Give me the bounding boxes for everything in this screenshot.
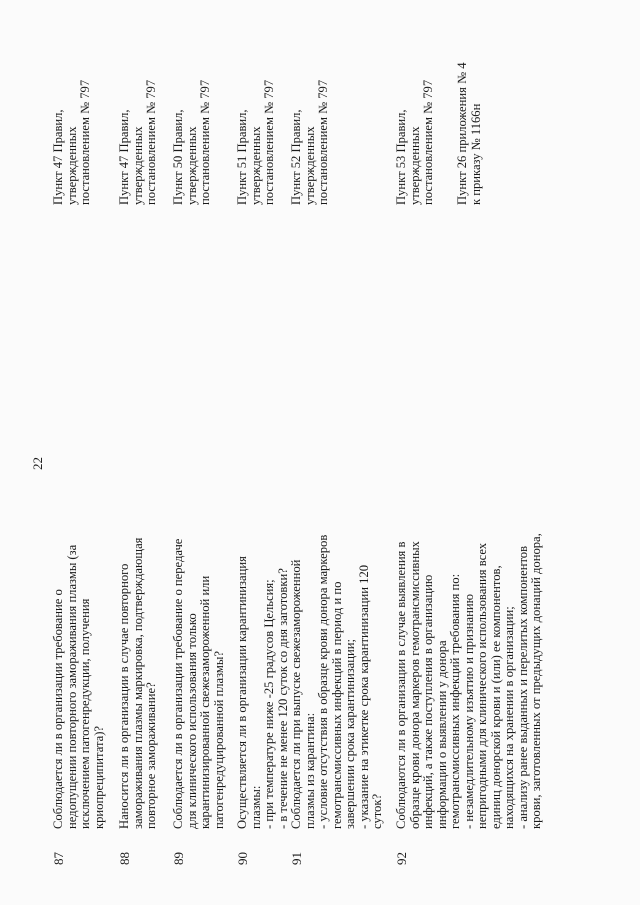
requirement-text: [118, 394, 159, 829]
text-line: Пункт 52 Правил,: [289, 109, 303, 205]
text-line: утвержденных: [184, 126, 199, 205]
text-line: инфекций, а также поступления в организацию: [421, 574, 435, 829]
text-line: постановлением № 797: [421, 79, 435, 205]
text-line: утвержденных: [407, 126, 422, 205]
text-line: - незамедлительному изъятию и признанию: [461, 593, 476, 829]
text-line: - указание на этикетке срока карантинизации 120: [356, 564, 371, 829]
text-line: недопущении повторного замораживания плазмы (за: [64, 544, 79, 829]
text-line: Пункт 47 Правил,: [51, 109, 65, 205]
text-line: Пункт 53 Правил,: [394, 109, 408, 205]
row-number: 88: [117, 852, 132, 865]
text-line: Соблюдается ли в организации требование о передаче: [171, 538, 185, 829]
text-line: завершении срока карантинизации;: [343, 639, 357, 829]
legal-reference: [236, 35, 277, 205]
text-line: утвержденных: [248, 126, 263, 205]
text-line: замораживания плазмы маркировка, подтверждающая: [130, 537, 145, 829]
text-line: Пункт 26 приложения № 4: [455, 62, 469, 205]
legal-reference: [172, 35, 213, 205]
requirement-text: [236, 394, 290, 829]
text-line: плазмы из карантина:: [302, 712, 317, 829]
text-line: утвержденных: [302, 126, 317, 205]
legal-reference: [290, 35, 331, 205]
text-line: Соблюдаются ли в организации в случае выявления в: [394, 541, 408, 829]
text-line: единиц донорской крови и (или) ее компонентов,: [488, 565, 503, 829]
requirement-text: [395, 394, 544, 829]
legal-reference: [395, 35, 436, 205]
text-line: образце крови донора маркеров гемотрансмиссивных: [407, 541, 422, 829]
row-number: 92: [394, 852, 409, 865]
text-line: постановлением № 797: [262, 79, 276, 205]
text-line: постановлением № 797: [144, 79, 158, 205]
text-line: плазмы:: [248, 785, 263, 829]
text-line: - анализу ранее выданных и перелитых компонентов: [515, 545, 530, 829]
text-line: суток?: [370, 793, 384, 829]
legal-reference: [118, 35, 159, 205]
text-line: утвержденных: [64, 126, 79, 205]
text-line: криопреципитата)?: [91, 726, 106, 829]
text-line: к приказу № 1166н: [468, 103, 483, 205]
text-line: карантинизированной свежезамороженной или: [198, 575, 212, 829]
text-line: утвержденных: [130, 126, 145, 205]
text-line: крови, заготовленных от предыдущих донаций донора,: [529, 533, 543, 829]
text-line: Пункт 50 Правил,: [171, 109, 185, 205]
text-line: информации о выявлении у донора: [434, 640, 449, 829]
text-line: непригодными для клинического использования всех: [475, 542, 489, 829]
text-line: Наносится ли в организации в случае повторного: [117, 563, 131, 829]
text-line: исключением патогенредукции, получения: [78, 598, 92, 829]
text-line: для клинического использования только: [184, 613, 199, 829]
text-line: гемотрансмиссивных инфекций в период и по: [329, 581, 344, 829]
text-line: Пункт 47 Правил,: [117, 109, 131, 205]
legal-reference-secondary: [456, 35, 483, 205]
text-line: Осуществляется ли в организации карантинизация: [235, 556, 249, 829]
text-line: гемотрансмиссивных инфекций требования по:: [448, 573, 462, 829]
text-line: - условие отсутствия в образце крови донора маркеров: [316, 534, 330, 829]
legal-reference: [52, 35, 93, 205]
text-line: Пункт 51 Правил,: [235, 109, 249, 205]
text-line: повторное замораживание?: [144, 682, 158, 829]
text-line: постановлением № 797: [316, 79, 330, 205]
row-number: 89: [171, 852, 186, 865]
row-number: 90: [235, 852, 250, 865]
requirement-text: [172, 394, 226, 829]
text-line: постановлением № 797: [198, 79, 212, 205]
text-line: - при температуре ниже -25 градусов Цельсия;: [262, 579, 276, 829]
text-line: Соблюдается ли при выпуске свежезамороженной: [289, 559, 303, 829]
text-line: находящихся на хранении в организации;: [502, 606, 516, 829]
requirement-text: [52, 394, 106, 829]
text-line: постановлением № 797: [78, 79, 92, 205]
requirement-text: [290, 394, 385, 829]
row-number: 91: [289, 852, 304, 865]
text-line: - в течение не менее 120 суток со дня заготовки?: [275, 568, 290, 829]
text-line: патогенредуцированной плазмы?: [211, 651, 226, 829]
row-number: 87: [51, 852, 66, 865]
page-number: 22: [30, 457, 45, 470]
text-line: Соблюдается ли в организации требование о: [51, 589, 65, 829]
